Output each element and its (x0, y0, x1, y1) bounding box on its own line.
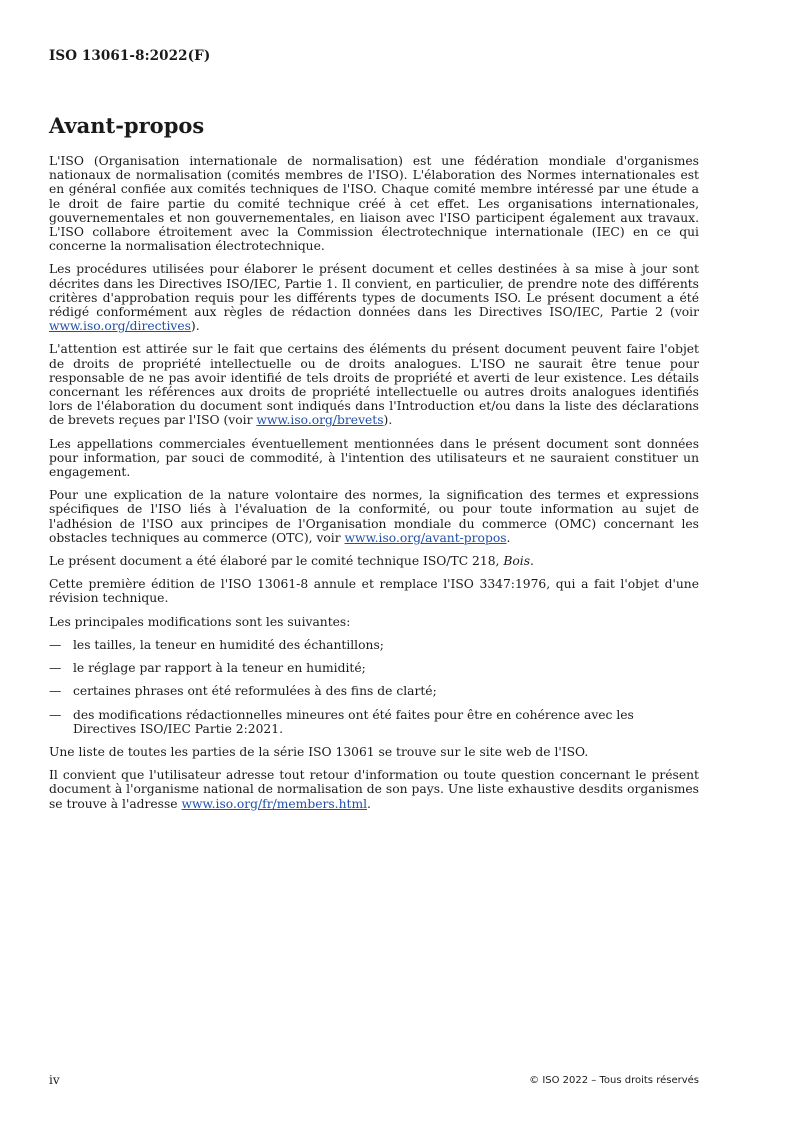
list-item (49, 684, 699, 698)
committee-title: Bois (503, 554, 531, 569)
page-number: iv (49, 1073, 60, 1087)
paragraph-committee (49, 554, 699, 568)
link-brevets[interactable]: www.iso.org/brevets (256, 413, 384, 428)
link-avant-propos[interactable]: www.iso.org/avant-propos (344, 530, 507, 545)
paragraph-patents (49, 342, 699, 427)
paragraph-trade-names: Les appellations commerciales éventuellement mentionnées dans le présent document sont données pour information, par souci de commodité, à l'intention des utilisateurs et ne sauraient constituer un engagement. (49, 436, 699, 480)
list-item-text: les tailles, la teneur en humidité des échantillons; (73, 637, 384, 652)
list-dash: — (49, 637, 62, 652)
paragraph-text: Les procédures utilisées pour élaborer le présent document et celles destinées à sa mise à jour sont décrites dans les Directives ISO/IEC, Partie 1. Il convient, en particulier, de prendre note des différents critères d'approbation requis pour les différents types de documents ISO. Le présent document a été rédigé conformément aux règles de rédaction données dans les Directives ISO/IEC, Partie 2 (voir (49, 262, 699, 320)
list-item (49, 708, 699, 736)
paragraph-edition: Cette première édition de l'ISO 13061-8 annule et remplace l'ISO 3347:1976, qui a fait l'objet d'une révision technique. (49, 577, 699, 606)
paragraph-text: Le présent document a été élaboré par le comité technique ISO/TC 218, (49, 554, 504, 569)
link-members[interactable]: www.iso.org/fr/members.html (181, 796, 368, 811)
link-directives[interactable]: www.iso.org/directives (49, 319, 191, 334)
paragraph-tail: ). (190, 319, 200, 334)
paragraph-iso-intro: L'ISO (Organisation internationale de normalisation) est une fédération mondiale d'organismes nationaux de normalisation (comités membres de l'ISO). L'élaboration des Normes internationales est en général confiée aux comités techniques de l'ISO. Chaque comité membre intéressé par une étude a le droit de faire partie du comité technique créé à cet effet. Les organisations internationales, gouvernementales et non gouvernementales, en liaison avec l'ISO participent également aux travaux. L'ISO collabore étroitement avec la Commission électrotechnique internationale (IEC) en ce qui concerne la normalisation électrotechnique. (49, 154, 699, 254)
paragraph-text: Il convient que l'utilisateur adresse tout retour d'information ou toute question concernant le présent document à l'organisme national de normalisation de son pays. Une liste exhaustive desdits organismes se trouve à l'adresse (49, 768, 699, 811)
paragraph-changes-intro: Les principales modifications sont les suivantes: (49, 614, 351, 629)
paragraph-tail: ). (383, 413, 393, 428)
document-id-header: ISO 13061-8:2022(F) (49, 48, 211, 64)
paragraph-tail: . (530, 554, 534, 569)
paragraph-text: Pour une explication de la nature volontaire des normes, la signification des termes et expressions spécifiques de l'ISO liés à l'évaluation de la conformité, ou pour toute information au sujet de l'adhésion de l'ISO aux principes de l'Organisation mondiale du commerce (OMC) concernant les obstacles techniques au commerce (OTC), voir (49, 488, 699, 545)
list-item-text: certaines phrases ont été reformulées à des fins de clarté; (73, 684, 437, 699)
page-title: Avant-propos (49, 113, 205, 138)
list-item (49, 661, 699, 675)
paragraph-tail: . (367, 796, 371, 811)
list-dash: — (49, 661, 62, 676)
list-item-text: le réglage par rapport à la teneur en humidité; (73, 661, 366, 676)
paragraph-series-list: Une liste de toutes les parties de la série ISO 13061 se trouve sur le site web de l'ISO. (49, 744, 589, 759)
paragraph-voluntary-nature (49, 488, 699, 545)
document-body (49, 154, 699, 820)
list-item-text: des modifications rédactionnelles mineures ont été faites pour être en cohérence avec les Directives ISO/IEC Partie 2:2021. (73, 707, 634, 736)
paragraph-text: L'attention est attirée sur le fait que certains des éléments du présent document peuvent faire l'objet de droits de propriété intellectuelle ou de droits analogues. L'ISO ne saurait être tenue pour responsable de ne pas avoir identifié de tels droits de propriété et averti de leur existence. Les détails concernant les références aux droits de propriété intellectuelle ou autres droits analogues identifiés lors de l'élaboration du document sont indiqués dans l'Introduction et/ou dans la liste des déclarations de brevets reçues par l'ISO (voir (49, 342, 699, 428)
list-dash: — (49, 707, 62, 722)
paragraph-tail: . (506, 530, 511, 545)
paragraph-feedback (49, 768, 699, 811)
copyright-notice: © ISO 2022 – Tous droits réservés (529, 1075, 699, 1086)
list-dash: — (49, 684, 62, 699)
changes-list (49, 638, 699, 736)
paragraph-procedures (49, 262, 699, 333)
list-item (49, 638, 699, 652)
